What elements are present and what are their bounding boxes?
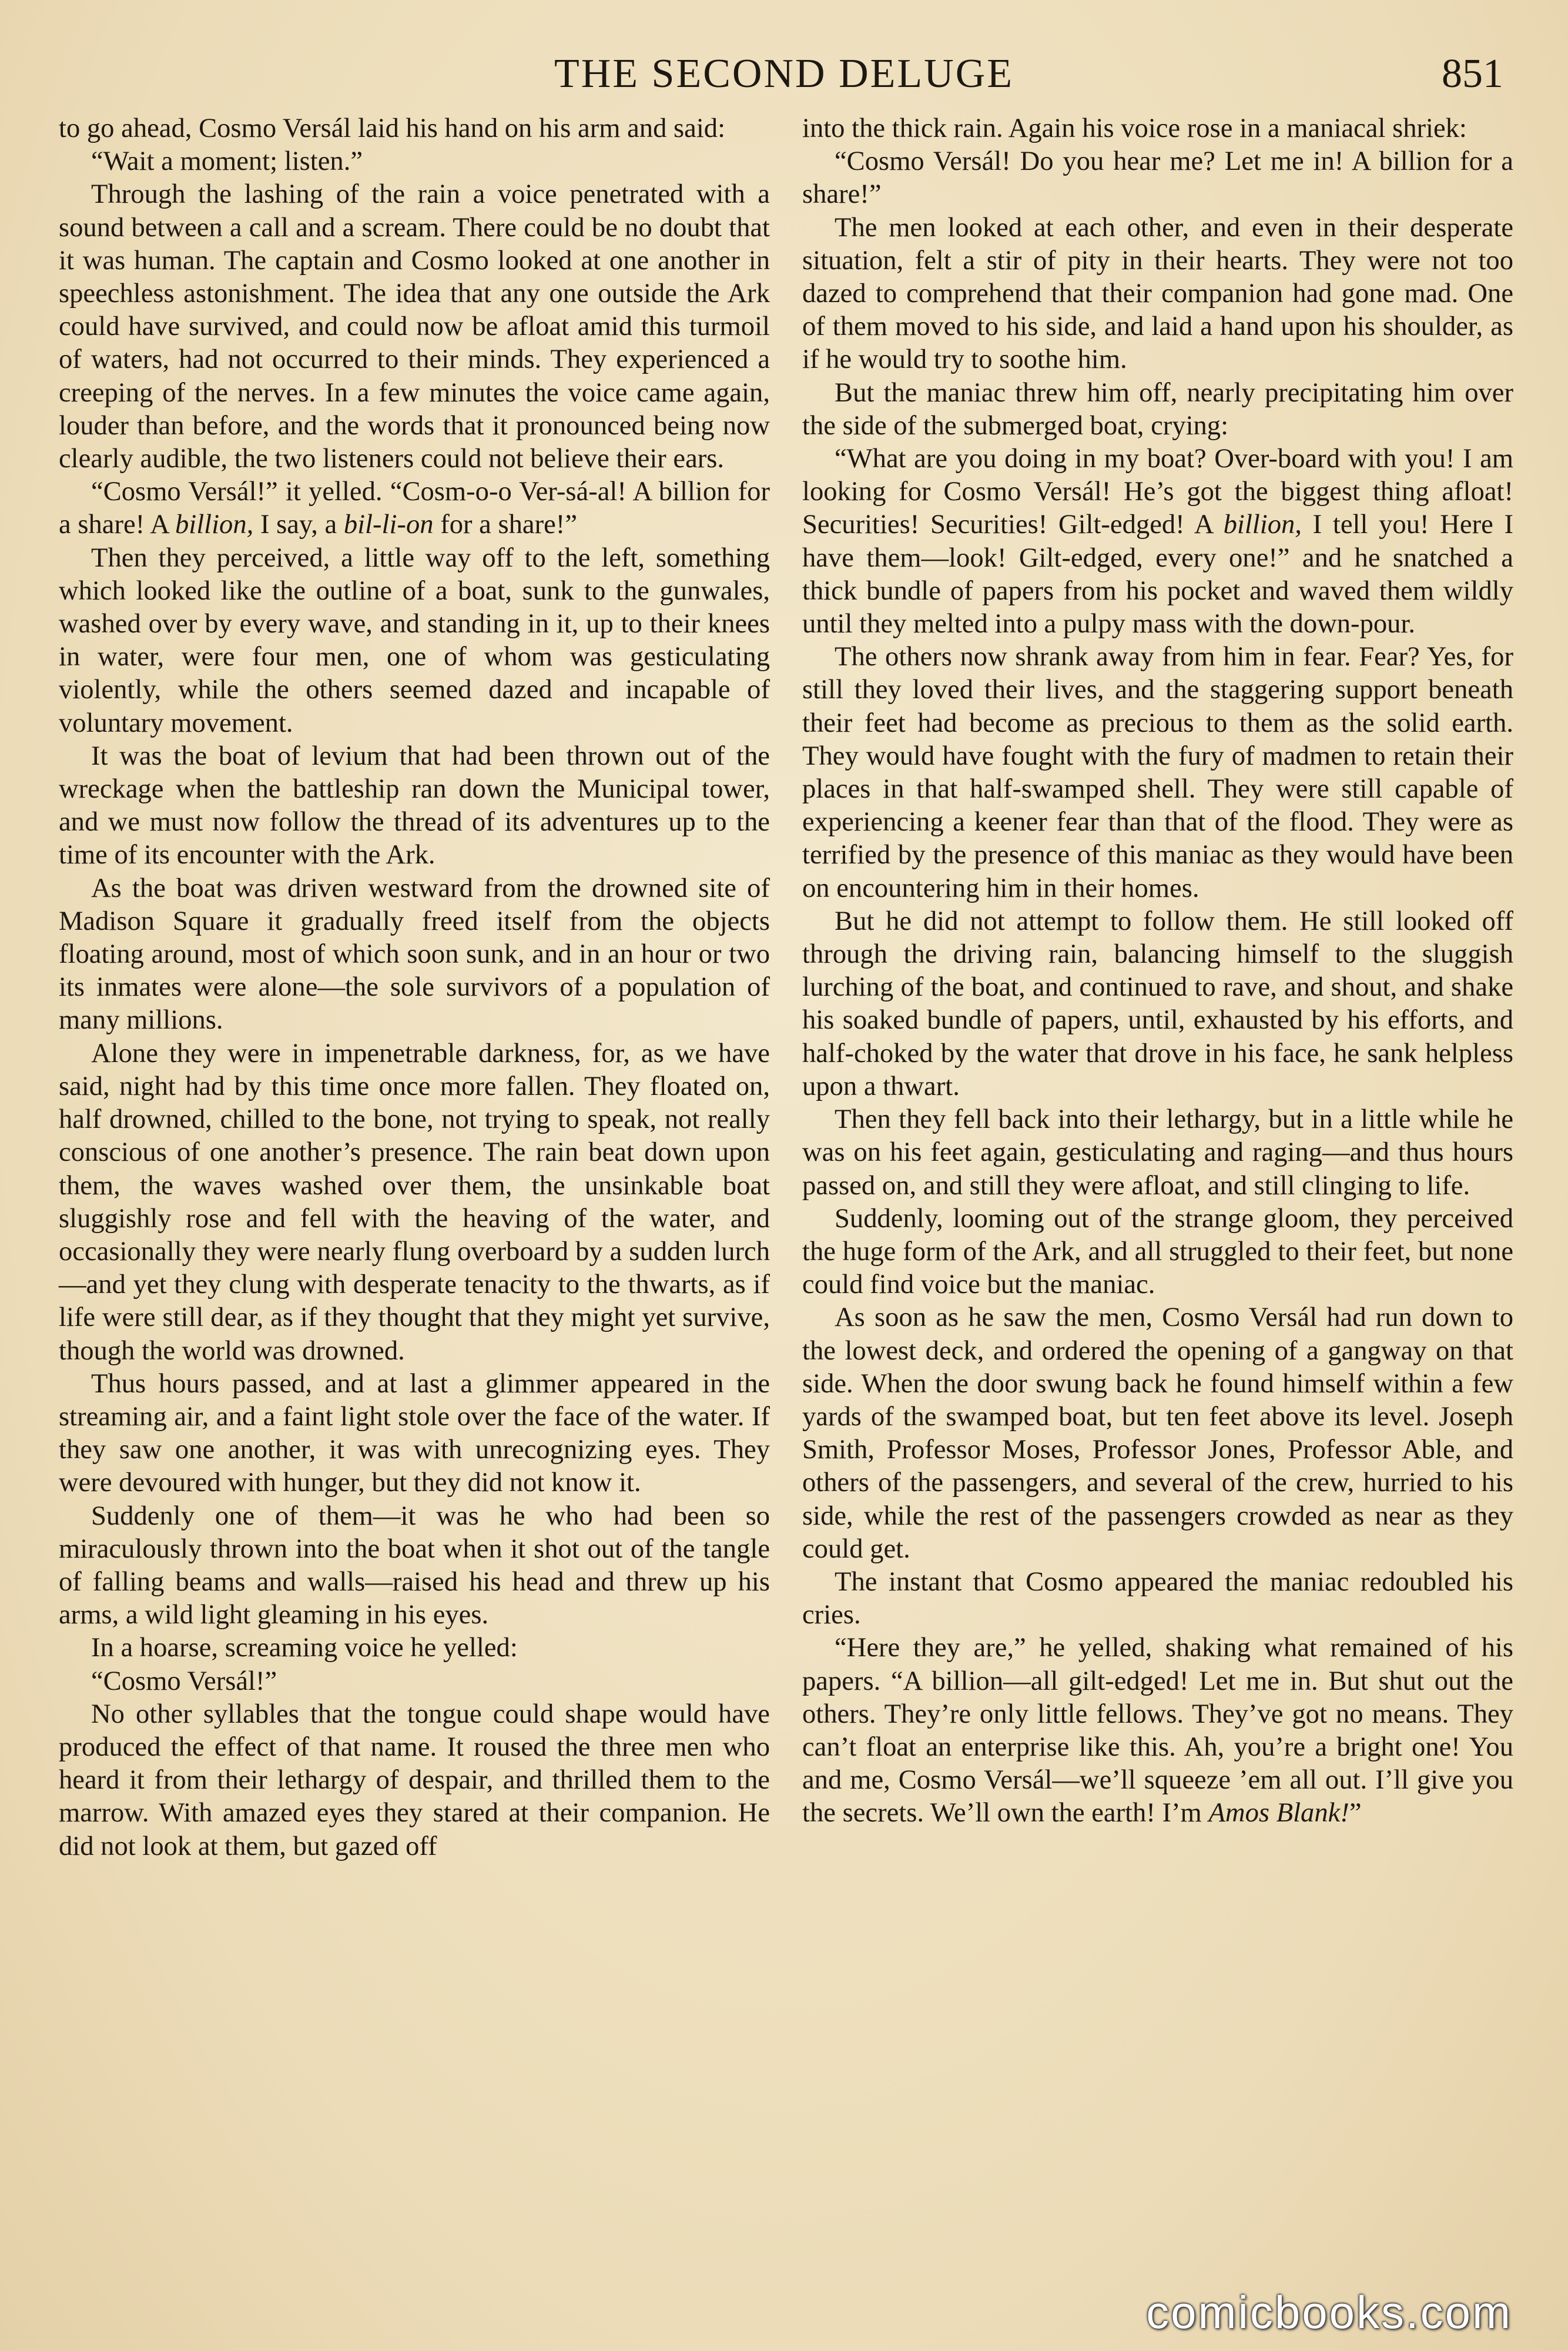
page-number: 851: [1442, 51, 1503, 96]
paragraph: “What are you doing in my boat? Over-board with you! I am looking for Cosmo Versál! He’s got the biggest thing afloat! Securities! Securities! Gilt-edged! A billion, I tell you! Here I have them—look! Gilt-edged, every one!” and he snatched a thick bundle of papers from his pocket and waved them wildly until they melted into a pulpy mass with the down-pour.: [802, 443, 1513, 639]
paragraph: “Here they are,” he yelled, shaking what remained of his papers. “A billion—all gilt-edged! Let me in. But shut out the others. They’re only little fellows. They’ve got no means. They can’t float an enterprise like this. Ah, you’re a bright one! You and me, Cosmo Versál—we’ll squeeze ’em all out. I’ll give you the secrets. We’ll own the earth! I’m Amos Blank!”: [802, 1632, 1513, 1828]
paragraph: The others now shrank away from him in fear. Fear? Yes, for still they loved their lives, and the staggering support beneath their feet had become as precious to them as the solid earth. They would have fought with the fury of madmen to retain their places in that half-swamped shell. They were still capable of experiencing a keener fear than that of the flood. They were as terrified by the presence of this maniac as they would have been on encountering him in their homes.: [802, 641, 1513, 903]
paragraph: Then they perceived, a little way off to the left, something which looked like the outline of a boat, sunk to the gunwales, washed over by every wave, and standing in it, up to their knees in water, were four men, one of whom was gesticulating violently, while the others seemed dazed and incapable of voluntary movement.: [59, 542, 770, 738]
paragraph: “Cosmo Versál! Do you hear me? Let me in! A billion for a share!”: [802, 146, 1513, 210]
paragraph: “Cosmo Versál!” it yelled. “Cosm-o-o Ver-sá-al! A billion for a share! A billion, I say, a bil-li-on for a share!”: [59, 476, 770, 540]
paragraph: Suddenly one of them—it was he who had been so miraculously thrown into the boat when it shot out of the tangle of falling beams and walls—raised his head and threw up his arms, a wild light gleaming in his eyes.: [59, 1500, 770, 1630]
paragraph: Then they fell back into their lethargy, but in a little while he was on his feet again, gesticulating and raging—and thus hours passed on, and still they were afloat, and still clinging to life.: [802, 1104, 1513, 1201]
paragraph: It was the boat of levium that had been thrown out of the wreckage when the battleship ran down the Municipal tower, and we must now follow the thread of its adventures up to the time of its encounter with the Ark.: [59, 740, 770, 870]
paragraph: Suddenly, looming out of the strange gloom, they perceived the huge form of the Ark, and all struggled to their feet, but none could find voice but the maniac.: [802, 1203, 1513, 1300]
paragraph: As the boat was driven westward from the drowned site of Madison Square it gradually freed itself from the objects floating around, most of which soon sunk, and in an hour or two its inmates were alone—the sole survivors of a population of many millions.: [59, 872, 770, 1036]
paragraph: “Wait a moment; listen.”: [91, 146, 363, 177]
paragraph: The instant that Cosmo appeared the maniac redoubled his cries.: [802, 1566, 1513, 1630]
running-title: THE SECOND DELUGE: [554, 51, 1014, 96]
paragraph: “Cosmo Versál!”: [91, 1665, 277, 1696]
paragraph: But he did not attempt to follow them. He still looked off through the driving rain, balancing himself to the sluggish lurching of the boat, and continued to rave, and shout, and shake his soaked bundle of papers, until, exhausted by his efforts, and half-choked by the water that drove in his face, he sank helpless upon a thwart.: [802, 905, 1513, 1101]
paragraph: Thus hours passed, and at last a glimmer appeared in the streaming air, and a faint light stole over the face of the water. If they saw one another, it was with unrecognizing eyes. They were devoured with hunger, but they did not know it.: [59, 1368, 770, 1498]
paragraph: As soon as he saw the men, Cosmo Versál had run down to the lowest deck, and ordered the opening of a gangway on that side. When the door swung back he found himself within a few yards of the swamped boat, but ten feet above its level. Joseph Smith, Professor Moses, Professor Jones, Professor Able, and others of the passengers, and several of the crew, hurried to his side, while the rest of the passengers crowded as near as they could get.: [802, 1302, 1513, 1564]
right-column: [802, 112, 1513, 1830]
left-column: [59, 112, 770, 1863]
watermark: comicbooks.com: [1146, 2286, 1512, 2338]
paragraph: No other syllables that the tongue could shape would have produced the effect of that name. It roused the three men who heard it from their lethargy of despair, and thrilled them to the marrow. With amazed eyes they stared at their companion. He did not look at them, but gazed off: [59, 1698, 770, 1861]
paragraph: In a hoarse, screaming voice he yelled:: [91, 1632, 518, 1663]
paragraph: The men looked at each other, and even in their desperate situation, felt a stir of pity in their hearts. They were not too dazed to comprehend that their companion had gone mad. One of them moved to his side, and laid a hand upon his shoulder, as if he would try to soothe him.: [802, 212, 1513, 375]
paragraph: Through the lashing of the rain a voice penetrated with a sound between a call and a scream. There could be no doubt that it was human. The captain and Cosmo looked at one another in speechless astonishment. The idea that any one outside the Ark could have survived, and could now be afloat amid this turmoil of waters, had not occurred to their minds. They experienced a creeping of the nerves. In a few minutes the voice came again, louder than before, and the words that it pronounced being now clearly audible, the two listeners could not believe their ears.: [59, 179, 770, 474]
paragraph: to go ahead, Cosmo Versál laid his hand on his arm and said:: [59, 113, 726, 143]
page-header: [0, 34, 1568, 105]
paragraph: into the thick rain. Again his voice rose in a maniacal shriek:: [802, 113, 1467, 143]
paragraph: Alone they were in impenetrable darkness, for, as we have said, night had by this time once more fallen. They floated on, half drowned, chilled to the bone, not trying to speak, not really conscious of one another’s presence. The rain beat down upon them, the waves washed over them, the unsinkable boat sluggishly rose and fell with the heaving of the water, and occasionally they were nearly flung overboard by a sudden lurch—and yet they clung with desperate tenacity to the thwarts, as if life were still dear, as if they thought that they might yet survive, though the world was drowned.: [59, 1037, 770, 1366]
paragraph: But the maniac threw him off, nearly precipitating him over the side of the submerged boat, crying:: [802, 377, 1513, 441]
